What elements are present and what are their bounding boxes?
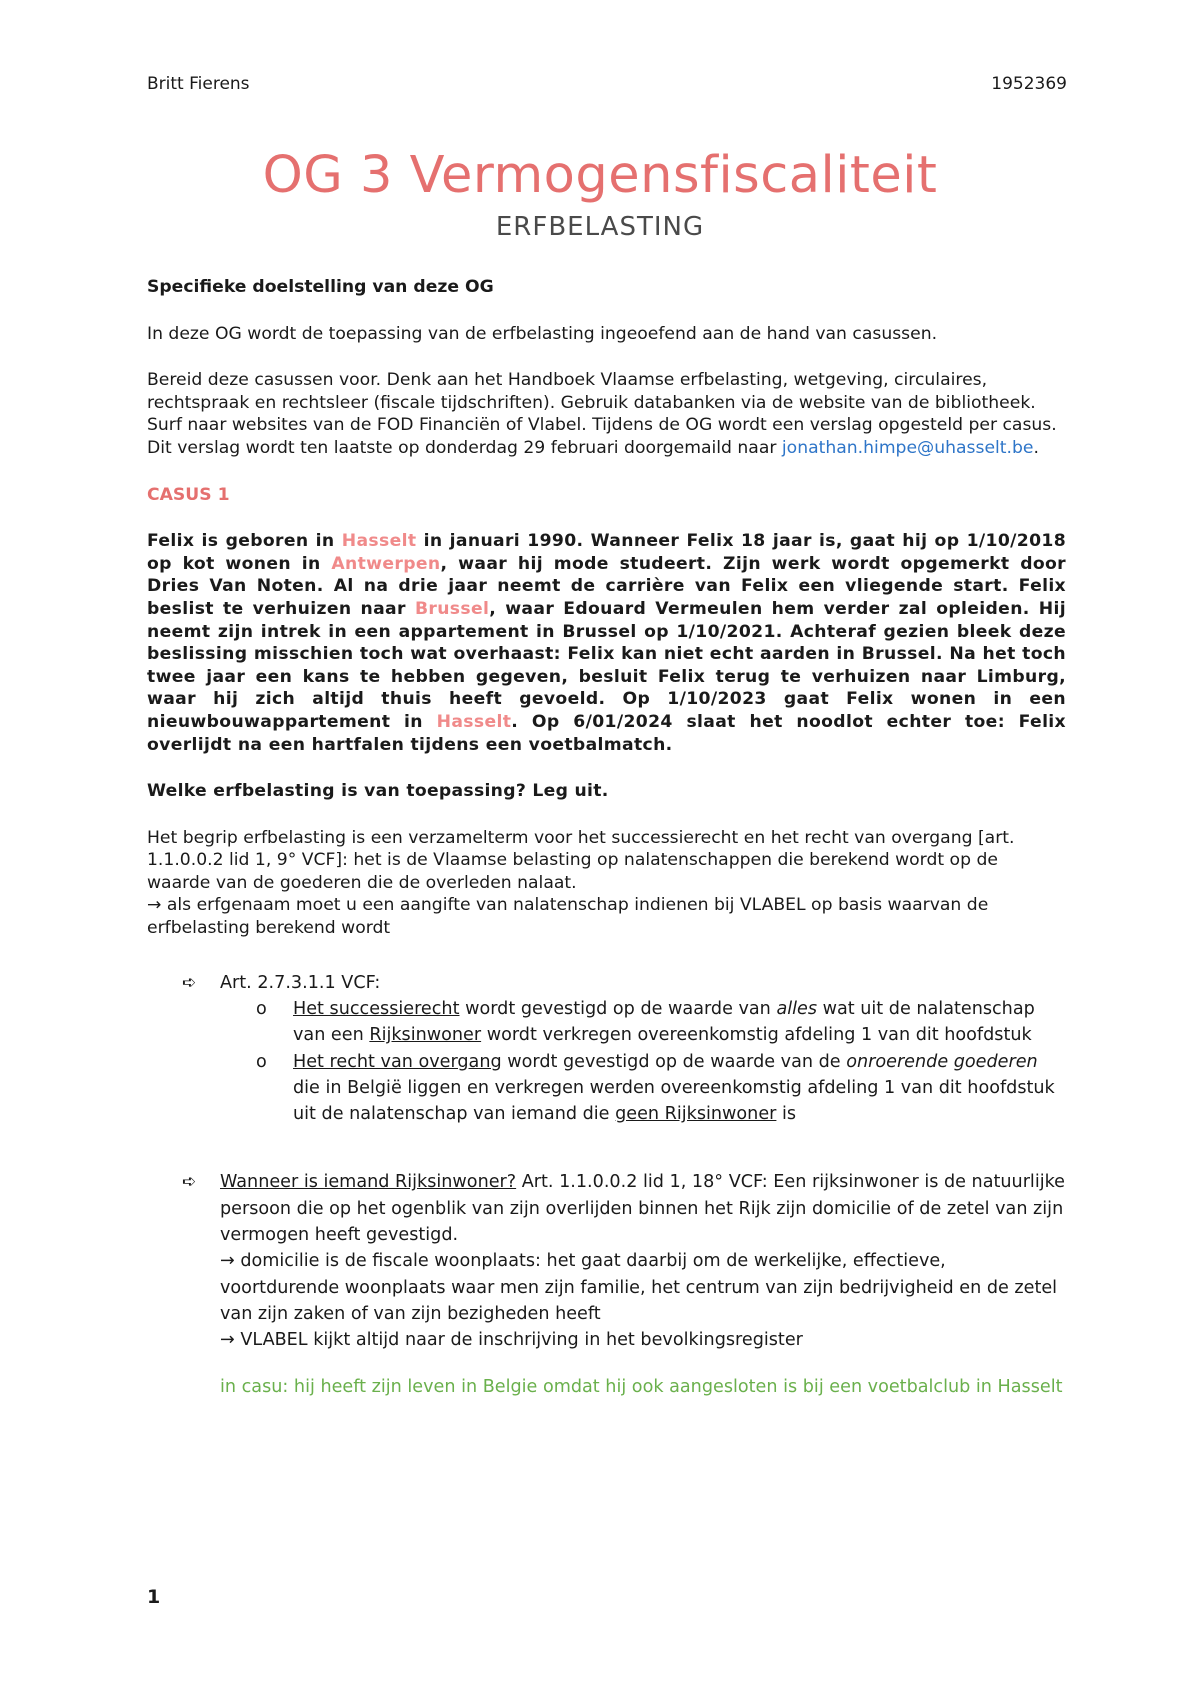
question-rijksinwoner: Wanneer is iemand Rijksinwoner? (220, 1172, 517, 1193)
answer-declaration: → als erfgenaam moet u een aangifte van nalatenschap indienen bij VLABEL op basis waarvan de erfbelasting berekend wordt (147, 895, 989, 939)
document-subtitle: ERFBELASTING (495, 212, 705, 242)
case-text-1: Felix is geboren in (147, 531, 342, 552)
document-body (147, 276, 1066, 1400)
arrow-bullet-icon: ➪ (182, 972, 197, 993)
case-text-5: . Op 6/01/2024 slaat het noodlot echter toe: Felix overlijdt na een hartfalen tijdens een voetbalmatch. (147, 711, 1066, 755)
sub-text: is (776, 1104, 797, 1125)
sub-text: wordt verkregen overeenkomstig afdeling 1 van dit hoofdstuk (481, 1025, 1032, 1046)
document-title: OG 3 Vermogensfiscaliteit (262, 146, 938, 205)
arrow-bullet-icon: ➪ (182, 1172, 197, 1193)
article-reference: Art. 2.7.3.1.1 VCF: (220, 972, 381, 993)
answer-list (147, 970, 1066, 1400)
sub-text: wat uit de nalatenschap van een (293, 998, 1035, 1046)
sub-text: wordt gevestigd op de waarde van de (501, 1051, 847, 1072)
objective-paragraph-2 (147, 369, 1066, 459)
case-description (147, 530, 1066, 756)
header-author: Britt Fierens (147, 74, 250, 94)
email-link[interactable]: jonathan.himpe@uhasselt.be (781, 437, 1034, 458)
objective-paragraph-1: In deze OG wordt de toepassing van de erfbelasting ingeoefend aan de hand van casussen. (147, 323, 938, 344)
header-student-number: 1952369 (991, 74, 1067, 94)
sub-item-successierecht (147, 996, 1066, 1049)
case-label: CASUS 1 (147, 484, 230, 505)
objective-paragraph-2-end: . (1033, 437, 1039, 458)
case-city-3: Brussel (414, 598, 490, 619)
case-text-2: in januari 1990. Wanneer Felix 18 jaar is, gaat hij op 1/10/2018 op kot wonen in (147, 531, 1066, 574)
case-city-4: Hasselt (436, 711, 512, 732)
case-text-4: , waar Edouard Vermeulen hem verder zal opleiden. Hij neemt zijn intrek in een appartement in Brussel op 1/10/2021. Achteraf gezien bleek deze beslissing misschien toch wat overhaast: Felix kan niet echt aarden in Brussel. Na het toch twee jaar een kans te hebben gegeven, besluit Felix terug te verhuizen naar Limburg, waar hij zich altijd thuis heeft gevoeld. Op 1/10/2023 gaat Felix wonen in een nieuwbouwappartement in (147, 598, 1066, 732)
circle-bullet-icon: o (256, 998, 267, 1019)
answer-definition: Het begrip erfbelasting is een verzamelterm voor het successierecht en het recht van overgang [art. 1.1.0.0.2 lid 1, 9° VCF]: het is de Vlaamse belasting op nalatenschappen die berekend wordt op de waarde van de goederen die de overleden nalaat. (147, 827, 1015, 893)
case-city-2: Antwerpen (331, 553, 441, 574)
objective-heading: Specifieke doelstelling van deze OG (147, 277, 494, 297)
term-rijksinwoner: Rijksinwoner (369, 1025, 482, 1046)
circle-bullet-icon: o (256, 1051, 267, 1072)
list-item-article (147, 970, 1066, 996)
sub-text: wordt gevestigd op de waarde van (459, 998, 777, 1019)
term-geen-rijksinwoner: geen Rijksinwoner (615, 1104, 777, 1125)
case-question: Welke erfbelasting is van toepassing? Leg uit. (147, 781, 609, 802)
sub-italic: alles (776, 998, 817, 1019)
term-successierecht: Het successierecht (293, 998, 460, 1019)
sub-italic: onroerende goederen (846, 1051, 1038, 1072)
page-number: 1 (147, 1586, 161, 1608)
sub-item-recht-van-overgang (147, 1049, 1066, 1128)
domicile-note: → domicilie is de fiscale woonplaats: het gaat daarbij om de werkelijke, effectieve, voortdurende woonplaats waar men zijn familie, het centrum van zijn bedrijvigheid en de zetel van zijn zaken of van zijn bezigheden heeft (220, 1251, 1058, 1324)
term-recht-van-overgang: Het recht van overgang (293, 1051, 502, 1072)
objective-paragraph-2-text: Bereid deze casussen voor. Denk aan het Handboek Vlaamse erfbelasting, wetgeving, circulaires, rechtspraak en rechtsleer (fiscale tijdschriften). Gebruik databanken via de website van de bibliotheek. Surf naar websites van de FOD Financiën of Vlabel. Tijdens de OG wordt een verslag opgesteld per casus. Dit verslag wordt ten laatste op donderdag 29 februari doorgemaild naar (147, 370, 1057, 458)
case-city-1: Hasselt (341, 531, 417, 552)
vlabel-note: → VLABEL kijkt altijd naar de inschrijving in het bevolkingsregister (220, 1330, 803, 1351)
sub-text: die in België liggen en verkregen werden overeenkomstig afdeling 1 van dit hoofdstuk uit de nalatenschap van iemand die (293, 1077, 1055, 1125)
list-item-rijksinwoner (147, 1169, 1066, 1399)
rijksinwoner-definition: Art. 1.1.0.0.2 lid 1, 18° VCF: Een rijksinwoner is de natuurlijke persoon die op het ogenblik van zijn overlijden binnen het Rijk zijn domicilie of de zetel van zijn vermogen heeft gevestigd. (220, 1172, 1065, 1246)
case-text-3: , waar hij mode studeert. Zijn werk wordt opgemerkt door Dries Van Noten. Al na drie jaar neemt de carrière van Felix een vliegende start. Felix beslist te verhuizen naar (147, 553, 1066, 619)
in-casu-note: in casu: hij heeft zijn leven in Belgie omdat hij ook aangesloten is bij een voetbalclub in Hasselt (220, 1376, 1063, 1397)
